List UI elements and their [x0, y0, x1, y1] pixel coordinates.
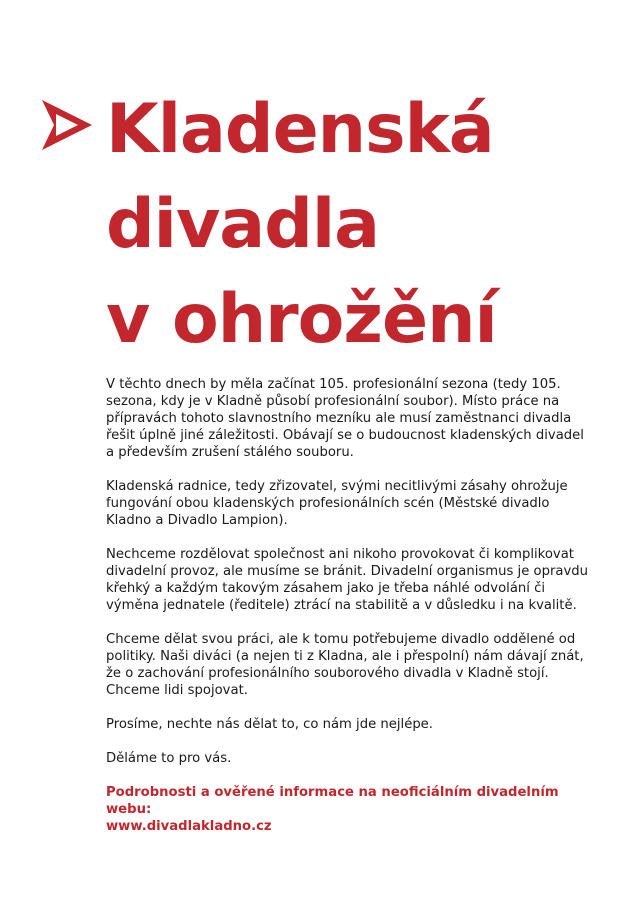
footer-info-text: Podrobnosti a ověřené informace na neoficiálním divadelním webu:: [106, 785, 559, 817]
paragraph-work: Chceme dělat svou práci, ale k tomu potřebujeme divadlo oddělené od politiky. Naši diváci (a nejen ti z Kladna, ale i přespolní) nám dávají znát, že o zachování profesionálního souborového divadla v Kladně stojí. Chceme lidi spojovat.: [106, 632, 584, 698]
paragraph-town-hall: Kladenská radnice, tedy zřizovatel, svými necitlivými zásahy ohrožuje fungování obou kladenských profesionálních scén (Městské divadlo Kladno a Divadlo Lampion).: [106, 479, 568, 528]
paragraph-request: Prosíme, nechte nás dělat to, co nám jde nejlépe.: [106, 717, 433, 732]
headline-line-3: v ohrožění: [106, 280, 497, 359]
footer-note: [106, 784, 596, 835]
page-title: [106, 82, 497, 367]
paragraph-defense: Nechceme rozdělovat společnost ani nikoho provokovat či komplikovat divadelní provoz, ale musíme se bránit. Divadelní organismus je opravdu křehký a každým takovým zásahem jako je třeba náhlé odvolání či výměna jednatele (ředitele) ztrácí na stabilitě a v důsledku i na kvalitě.: [106, 547, 588, 613]
chevron-play-icon: [38, 96, 96, 154]
article-body: [106, 376, 596, 852]
paragraph-intro: V těchto dnech by měla začínat 105. profesionální sezona (tedy 105. sezona, kdy je v Kladně působí profesionální soubor). Místo práce na přípravách tohoto slavnostního mezníku ale musí zaměstnanci divadla řešit úplně jiné záležitosti. Obávají se o budoucnost kladenských divadel a především zrušení stálého souboru.: [106, 377, 584, 460]
paragraph-for-you: Děláme to pro vás.: [106, 751, 232, 766]
website-link[interactable]: www.divadlakladno.cz: [106, 819, 272, 834]
headline-line-2: divadla: [106, 185, 380, 264]
headline-line-1: Kladenská: [106, 90, 494, 169]
